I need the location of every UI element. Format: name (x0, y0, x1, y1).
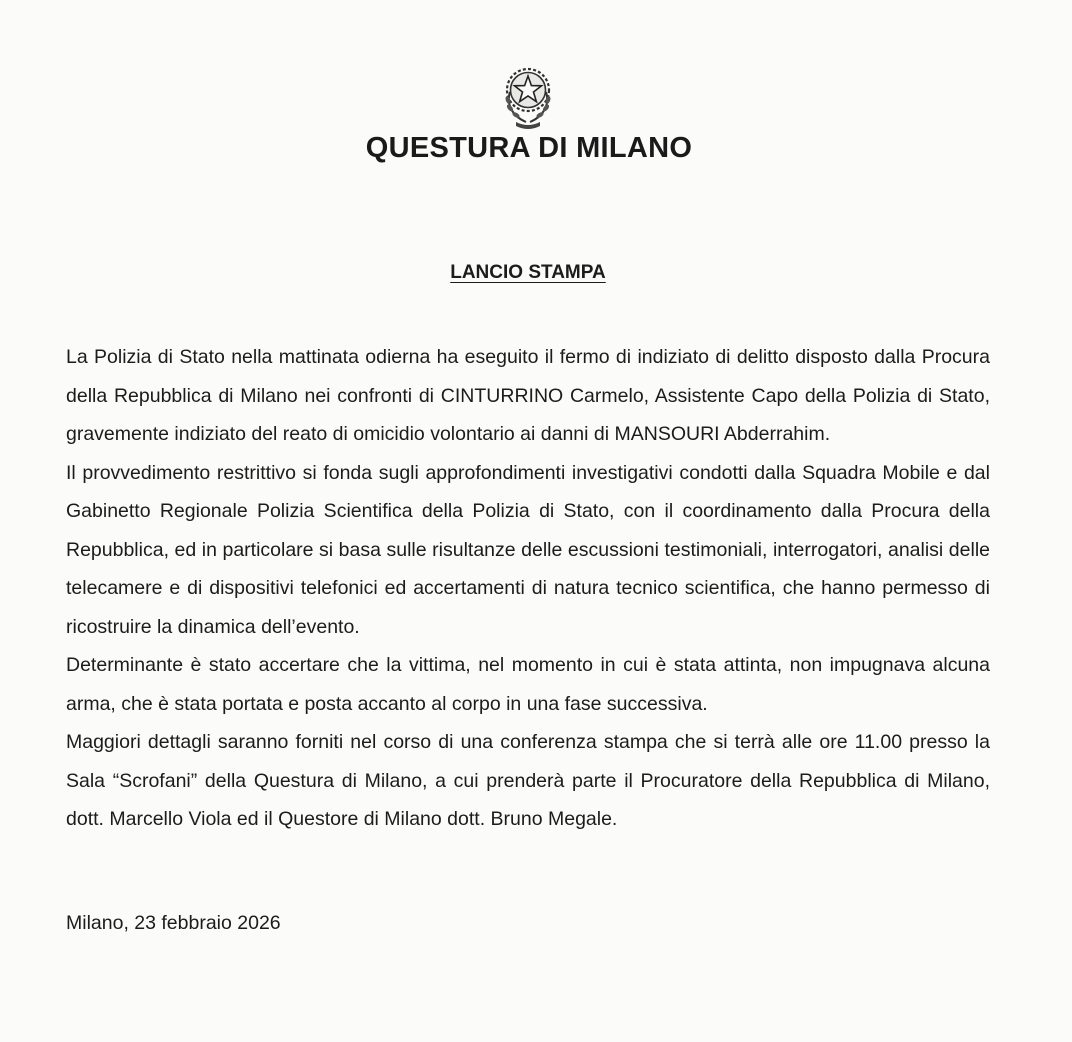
paragraph-3: Determinante è stato accertare che la vittima, nel momento in cui è stata attinta, non impugnava alcuna arma, che è stata portata e posta accanto al corpo in una fase successiva. (66, 654, 990, 715)
place-date: Milano, 23 febbraio 2026 (66, 912, 281, 934)
office-title: QUESTURA DI MILANO (365, 132, 693, 164)
paragraph-2: Il provvedimento restrittivo si fonda sugli approfondimenti investigativi condotti dalla Squadra Mobile e dal Gabinetto Regionale Polizia Scientifica della Polizia di Stato, con il coordinamento dalla Procura della Repubblica, ed in particolare si basa sulle risultanze delle escussioni testimoniali, interrogatori, analisi delle telecamere e di dispositivi telefonici ed accertamenti di natura tecnico scientifica, che hanno permesso di ricostruire la dinamica dell’evento. (66, 461, 990, 638)
paragraph-4: Maggiori dettagli saranno forniti nel corso di una conferenza stampa che si terrà alle ore 11.00 presso la Sala “Scrofani” della Questura di Milano, a cui prenderà parte il Procuratore della Repubblica di Milano, dott. Marcello Viola ed il Questore di Milano dott. Bruno Megale. (66, 731, 990, 830)
release-body (66, 338, 990, 839)
release-heading-text: LANCIO STAMPA (450, 262, 606, 283)
italian-republic-emblem-icon (502, 62, 554, 130)
paragraph-1: La Polizia di Stato nella mattinata odierna ha eseguito il fermo di indiziato di delitto disposto dalla Procura della Repubblica di Milano nei confronti di CINTURRINO Carmelo, Assistente Capo della Polizia di Stato, gravemente indiziato del reato di omicidio volontario ai danni di MANSOURI Abderrahim. (66, 346, 990, 445)
release-heading (0, 262, 1056, 284)
